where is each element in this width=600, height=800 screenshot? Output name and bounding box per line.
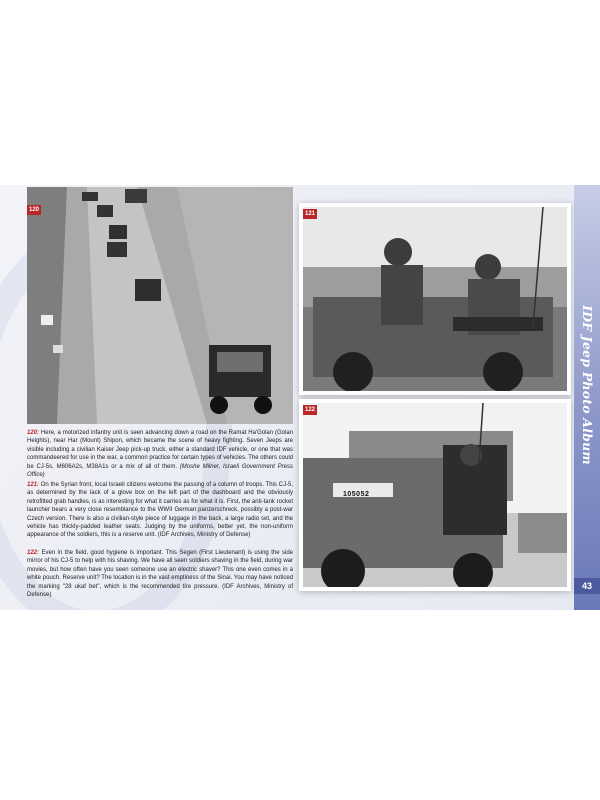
caption-121-text: On the Syrian front, local Israeli citizens welcome the passing of a column of troops. This CJ-5, as determined by the lack of a glove box on the left part of the dashboard and the obviously retrofitted grab handles, is as interesting for what it carries as for what it is. First, the anti-tank rocket launcher bears a very close resemblance to the WWII German panzerschreck, possibly a post-war Czech version. There is also a civilian-style piece of luggage in the back, a large radio set, and the vehicle has thickly-padded leather seats. Judging by the uniforms, better yet, the non-uniform appearance of the soldiers, this is a reserve unit. (IDF Archives, Ministry of Defense) [27,482,293,539]
book-page [0,185,600,610]
photo-120-badge: 120 [29,207,40,213]
caption-122-number: 122: [27,550,40,556]
book-sidebar [574,185,600,610]
caption-120 [27,429,293,479]
photo-121-image [303,207,567,391]
caption-120-credit: (Moshe Milner, Israeli Government Press Office) [27,463,293,479]
photo-120 [27,187,293,424]
license-plate: 105052 [343,491,370,498]
caption-121 [27,481,293,540]
photo-121 [303,207,567,391]
photo-122-badge: 122 [305,407,316,413]
caption-122 [27,549,293,599]
book-title: IDF Jeep Photo Album [580,305,595,465]
caption-122-text: Even in the field, good hygiene is important. This Segen (First Lieutenant) is using the side mirror of his CJ-5 to help with his shaving. We have all seen soldiers shaving in the field, during war movies, but how often have you seen someone use an electric shaver? This one even comes in a white pouch. Reserve unit? The location is in the vast emptiness of the Sinai. You may have noticed the marking "28 ukaf bet", which is the recommended tire pressure. (IDF Archives, Ministry of Defense) [27,550,293,599]
caption-121-number: 121: [27,482,40,488]
caption-120-number: 120: [27,430,40,436]
caption-120-text: Here, a motorized infantry unit is seen advancing down a road on the Ramat Ha'Golan (Golan Heights), near Har (Mount) Shipon, which became the scene of heavy fighting. Seven Jeeps are visible including a civilian Kaiser Jeep pick-up truck, either a standard IDF vehicle, or one that was commandeered for use in the war, a common practice for certain types of vehicles. The others could be CJ-5s, M606A2s, M38A1s or a mix of all of them. [27,430,293,470]
photo-122 [303,403,567,587]
page-number: 43 [574,578,600,594]
photo-120-image [27,187,293,424]
photo-121-badge: 121 [305,211,316,217]
